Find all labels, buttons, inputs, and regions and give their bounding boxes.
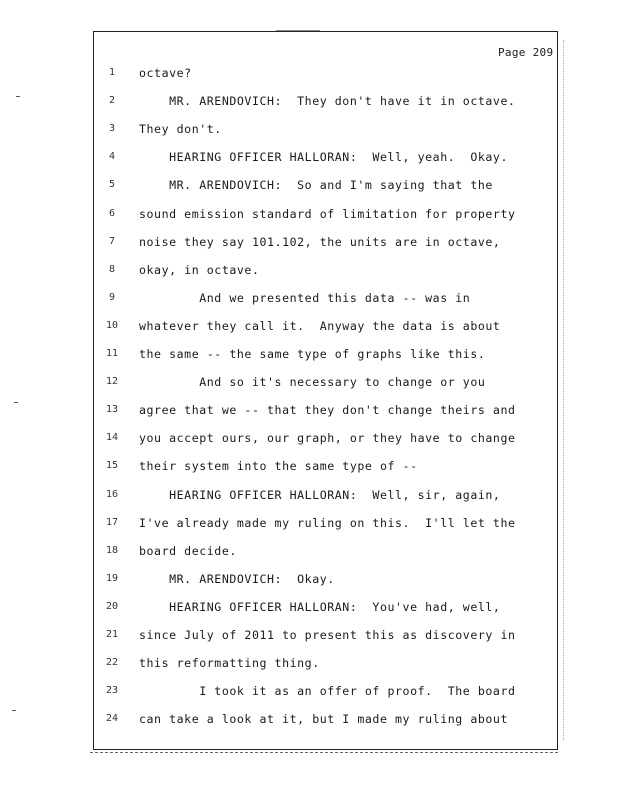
- transcript-line-text: MR. ARENDOVICH: So and I'm saying that the: [139, 178, 493, 192]
- line-number: 5: [108, 179, 116, 190]
- transcript-line-text: since July of 2011 to present this as discovery in: [139, 628, 516, 642]
- transcript-line-text: And we presented this data -- was in: [139, 291, 471, 305]
- line-number: 11: [105, 348, 119, 359]
- scan-edge-noise: [563, 40, 564, 740]
- line-number: 24: [105, 713, 119, 724]
- transcript-line-text: whatever they call it. Anyway the data is about: [139, 319, 501, 333]
- line-number: 3: [108, 123, 116, 134]
- transcript-line-text: their system into the same type of --: [139, 459, 418, 473]
- transcript-line-text: octave?: [139, 66, 192, 80]
- scan-bottom-line: [90, 752, 558, 753]
- line-number: 19: [105, 573, 119, 584]
- transcript-line-text: agree that we -- that they don't change theirs and: [139, 403, 516, 417]
- transcript-line-text: okay, in octave.: [139, 263, 260, 277]
- transcript-line-text: And so it's necessary to change or you: [139, 375, 486, 389]
- transcript-line-text: sound emission standard of limitation for property: [139, 207, 516, 221]
- transcript-line-text: MR. ARENDOVICH: They don't have it in octave.: [139, 94, 516, 108]
- scan-margin-mark: [14, 402, 18, 403]
- transcript-line-text: MR. ARENDOVICH: Okay.: [139, 572, 335, 586]
- line-number: 2: [108, 95, 116, 106]
- line-number: 14: [105, 432, 119, 443]
- transcript-line-text: you accept ours, our graph, or they have to change: [139, 431, 516, 445]
- line-number: 20: [105, 601, 119, 612]
- transcript-line-text: board decide.: [139, 544, 237, 558]
- line-number: 16: [105, 489, 119, 500]
- scan-top-mark: [276, 30, 320, 31]
- line-number: 18: [105, 545, 119, 556]
- line-number: 10: [105, 320, 119, 331]
- line-number: 13: [105, 404, 119, 415]
- transcript-line-text: I've already made my ruling on this. I'll let the: [139, 516, 516, 530]
- transcript-line-text: HEARING OFFICER HALLORAN: You've had, well,: [139, 600, 501, 614]
- transcript-line-text: I took it as an offer of proof. The board: [139, 684, 516, 698]
- line-number: 7: [108, 236, 116, 247]
- line-number: 17: [105, 517, 119, 528]
- transcript-line-text: They don't.: [139, 122, 222, 136]
- line-number: 12: [105, 376, 119, 387]
- line-number: 15: [105, 460, 119, 471]
- transcript-page-frame: [93, 31, 558, 750]
- transcript-line-text: the same -- the same type of graphs like this.: [139, 347, 486, 361]
- transcript-line-text: noise they say 101.102, the units are in octave,: [139, 235, 501, 249]
- page-number: Page 209: [498, 46, 554, 59]
- transcript-line-text: HEARING OFFICER HALLORAN: Well, yeah. Okay.: [139, 150, 508, 164]
- line-number: 4: [108, 151, 116, 162]
- line-number: 21: [105, 629, 119, 640]
- scan-margin-mark: [12, 710, 16, 711]
- transcript-line-text: can take a look at it, but I made my ruling about: [139, 712, 508, 726]
- line-number: 1: [108, 67, 116, 78]
- transcript-line-text: HEARING OFFICER HALLORAN: Well, sir, again,: [139, 488, 501, 502]
- line-number: 23: [105, 685, 119, 696]
- line-number: 22: [105, 657, 119, 668]
- line-number: 9: [108, 292, 116, 303]
- line-number: 8: [108, 264, 116, 275]
- transcript-line-text: this reformatting thing.: [139, 656, 320, 670]
- line-number: 6: [108, 208, 116, 219]
- scan-margin-mark: [16, 96, 20, 97]
